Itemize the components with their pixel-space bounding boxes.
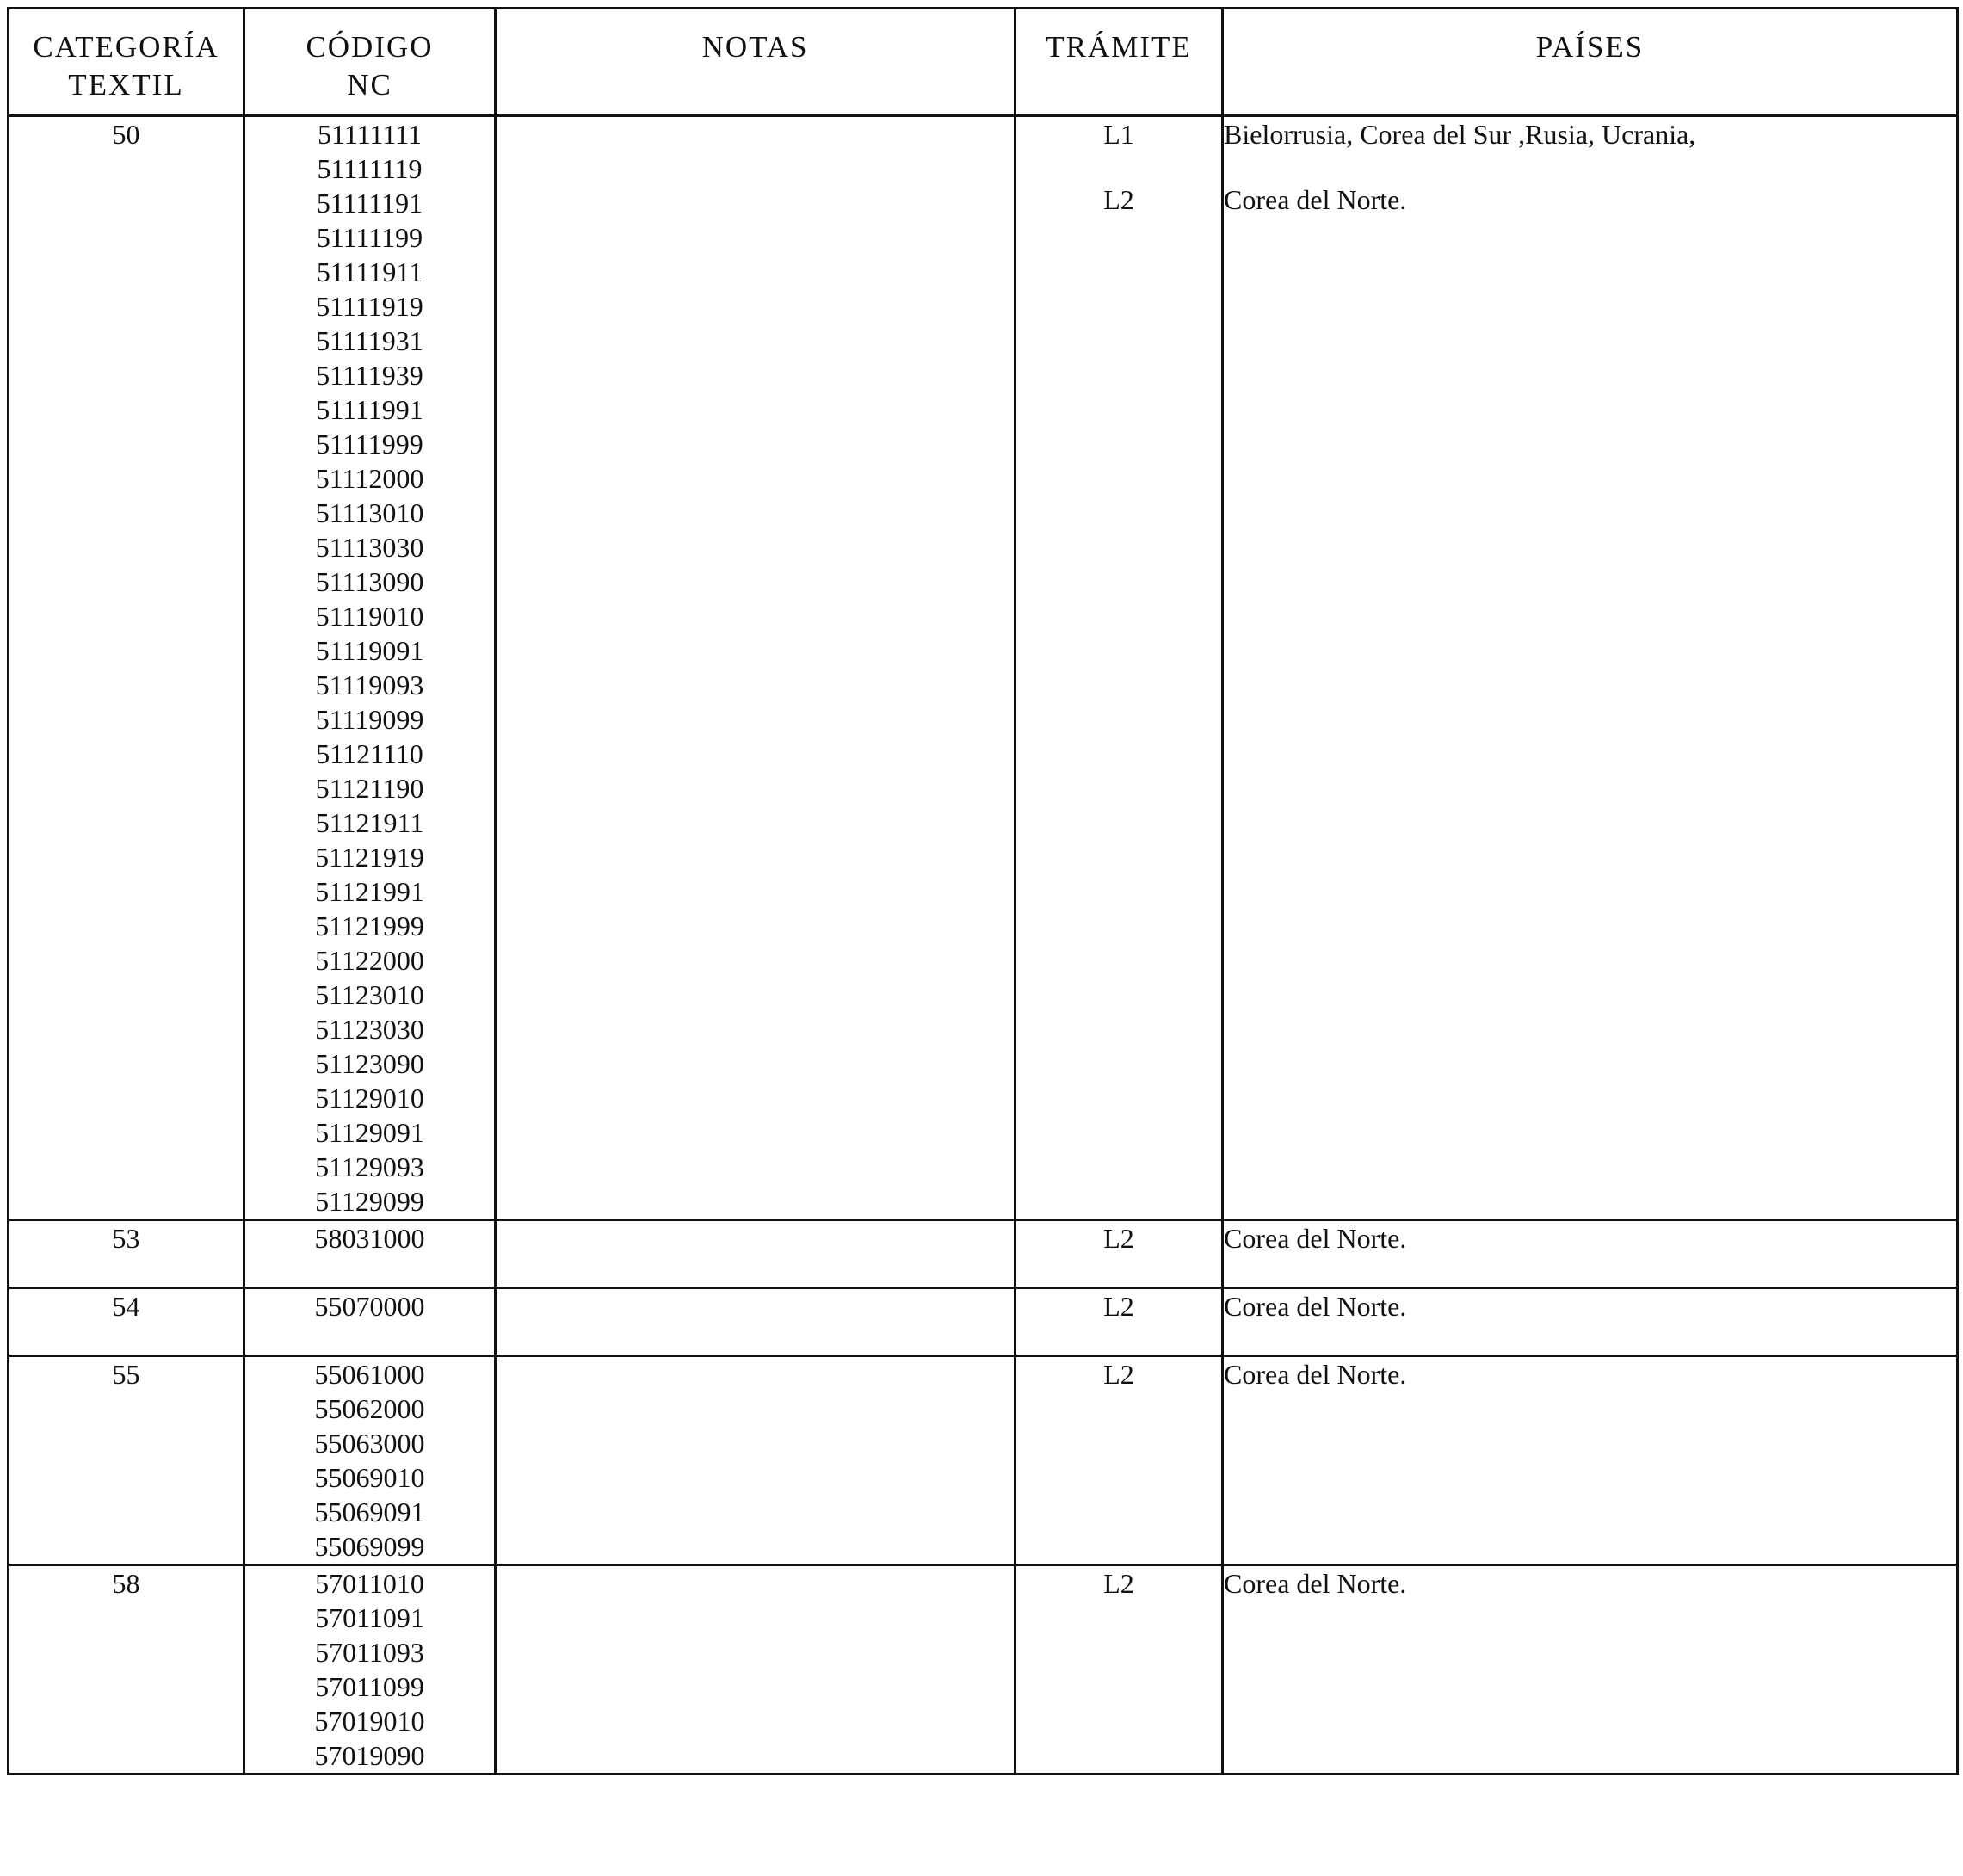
codigo-cell [244, 1565, 496, 1774]
header-tramite-label: TRÁMITE [1046, 30, 1192, 64]
nc-code: 58031000 [314, 1223, 425, 1254]
nc-code: 51111931 [316, 325, 423, 356]
nc-code: 51111191 [316, 188, 423, 219]
categoria-cell: 54 [9, 1288, 244, 1356]
nc-code: 57019090 [314, 1740, 425, 1771]
nc-code: 51123010 [315, 979, 424, 1010]
header-paises-label: PAÍSES [1535, 30, 1645, 64]
nc-code: 51129091 [315, 1117, 424, 1148]
tramite-value: L2 [1103, 184, 1134, 215]
paises-value: Corea del Norte. [1224, 1223, 1407, 1254]
nc-code: 57011099 [315, 1671, 424, 1702]
table-row [9, 1565, 1958, 1774]
table-body [9, 116, 1958, 1774]
paises-value: Corea del Norte. [1224, 1568, 1407, 1599]
nc-code: 55069091 [314, 1496, 425, 1527]
nc-code: 55069010 [314, 1462, 425, 1493]
header-categoria [9, 9, 244, 116]
nc-code: 51122000 [315, 945, 424, 976]
nc-code: 51123030 [315, 1014, 424, 1045]
header-categoria-line2: TEXTIL [68, 68, 184, 102]
nc-code: 51113090 [315, 566, 424, 597]
nc-code: 57011093 [315, 1637, 424, 1668]
paises-cell [1223, 1288, 1958, 1356]
nc-code: 51111119 [317, 153, 423, 184]
nc-code: 51129099 [315, 1186, 424, 1217]
notas-cell [496, 1356, 1015, 1565]
notas-cell [496, 1220, 1015, 1288]
categoria-cell: 55 [9, 1356, 244, 1565]
table-row [9, 1288, 1958, 1356]
nc-code: 51121991 [315, 876, 424, 907]
header-notas-label: NOTAS [701, 30, 809, 64]
nc-code: 51121919 [315, 842, 424, 873]
header-codigo [244, 9, 496, 116]
nc-code: 51121911 [315, 807, 424, 838]
paises-cell [1223, 1356, 1958, 1565]
tramite-cell [1015, 116, 1223, 1220]
codigo-cell [244, 1288, 496, 1356]
nc-code: 51111991 [316, 394, 423, 425]
nc-code: 51113010 [315, 497, 424, 528]
notas-cell [496, 116, 1015, 1220]
nc-code: 57011091 [315, 1602, 424, 1633]
nc-code: 51121110 [316, 738, 423, 769]
paises-value: Bielorrusia, Corea del Sur ,Rusia, Ucrania, [1224, 119, 1696, 150]
categoria-cell: 50 [9, 116, 244, 1220]
nc-code: 51111199 [316, 222, 423, 253]
categoria-cell: 53 [9, 1220, 244, 1288]
nc-code: 51113030 [315, 532, 424, 563]
nc-code: 55063000 [314, 1428, 425, 1459]
nc-code: 57019010 [314, 1706, 425, 1737]
notas-cell [496, 1288, 1015, 1356]
tramite-value: L2 [1103, 1359, 1134, 1390]
paises-value: Corea del Norte. [1224, 184, 1407, 215]
paises-cell [1223, 116, 1958, 1220]
header-categoria-line1: CATEGORÍA [33, 30, 219, 64]
paises-value: Corea del Norte. [1224, 1291, 1407, 1322]
tramite-value: L2 [1103, 1223, 1134, 1254]
header-notas [496, 9, 1015, 116]
nc-code: 51111939 [316, 360, 423, 391]
tramite-cell [1015, 1356, 1223, 1565]
nc-code: 51111999 [316, 429, 423, 460]
notas-cell [496, 1565, 1015, 1774]
header-tramite [1015, 9, 1223, 116]
nc-code: 51111111 [318, 119, 422, 150]
document-page [7, 7, 1956, 1775]
tramite-value: L2 [1103, 1291, 1134, 1322]
tramite-value: L2 [1103, 1568, 1134, 1599]
header-paises [1223, 9, 1958, 116]
nc-code: 51119010 [315, 601, 424, 632]
table-row [9, 1356, 1958, 1565]
nc-code: 51119099 [315, 704, 424, 735]
nc-code: 57011010 [315, 1568, 424, 1599]
codigo-cell [244, 116, 496, 1220]
tramite-cell [1015, 1565, 1223, 1774]
nc-code: 51112000 [315, 463, 424, 494]
table-header-row [9, 9, 1958, 116]
nc-code: 55069099 [314, 1531, 425, 1562]
tariff-table [7, 7, 1959, 1775]
nc-code: 51119093 [315, 670, 424, 700]
nc-code: 51129093 [315, 1151, 424, 1182]
nc-code: 55061000 [314, 1359, 425, 1390]
categoria-cell: 58 [9, 1565, 244, 1774]
nc-code: 51129010 [315, 1083, 424, 1114]
nc-code: 51111911 [316, 256, 423, 287]
nc-code: 51119091 [315, 635, 424, 666]
codigo-cell [244, 1356, 496, 1565]
codigo-cell [244, 1220, 496, 1288]
tramite-cell [1015, 1288, 1223, 1356]
tramite-value: L1 [1103, 119, 1134, 150]
nc-code: 55062000 [314, 1393, 425, 1424]
paises-value: Corea del Norte. [1224, 1359, 1407, 1390]
table-row [9, 116, 1958, 1220]
nc-code: 51111919 [316, 291, 423, 322]
table-row [9, 1220, 1958, 1288]
nc-code: 51121190 [315, 773, 424, 804]
paises-cell [1223, 1220, 1958, 1288]
nc-code: 55070000 [314, 1291, 425, 1322]
header-codigo-line2: NC [347, 68, 392, 102]
nc-code: 51123090 [315, 1048, 424, 1079]
nc-code: 51121999 [315, 910, 424, 941]
tramite-cell [1015, 1220, 1223, 1288]
header-codigo-line1: CÓDIGO [306, 30, 434, 64]
paises-cell [1223, 1565, 1958, 1774]
